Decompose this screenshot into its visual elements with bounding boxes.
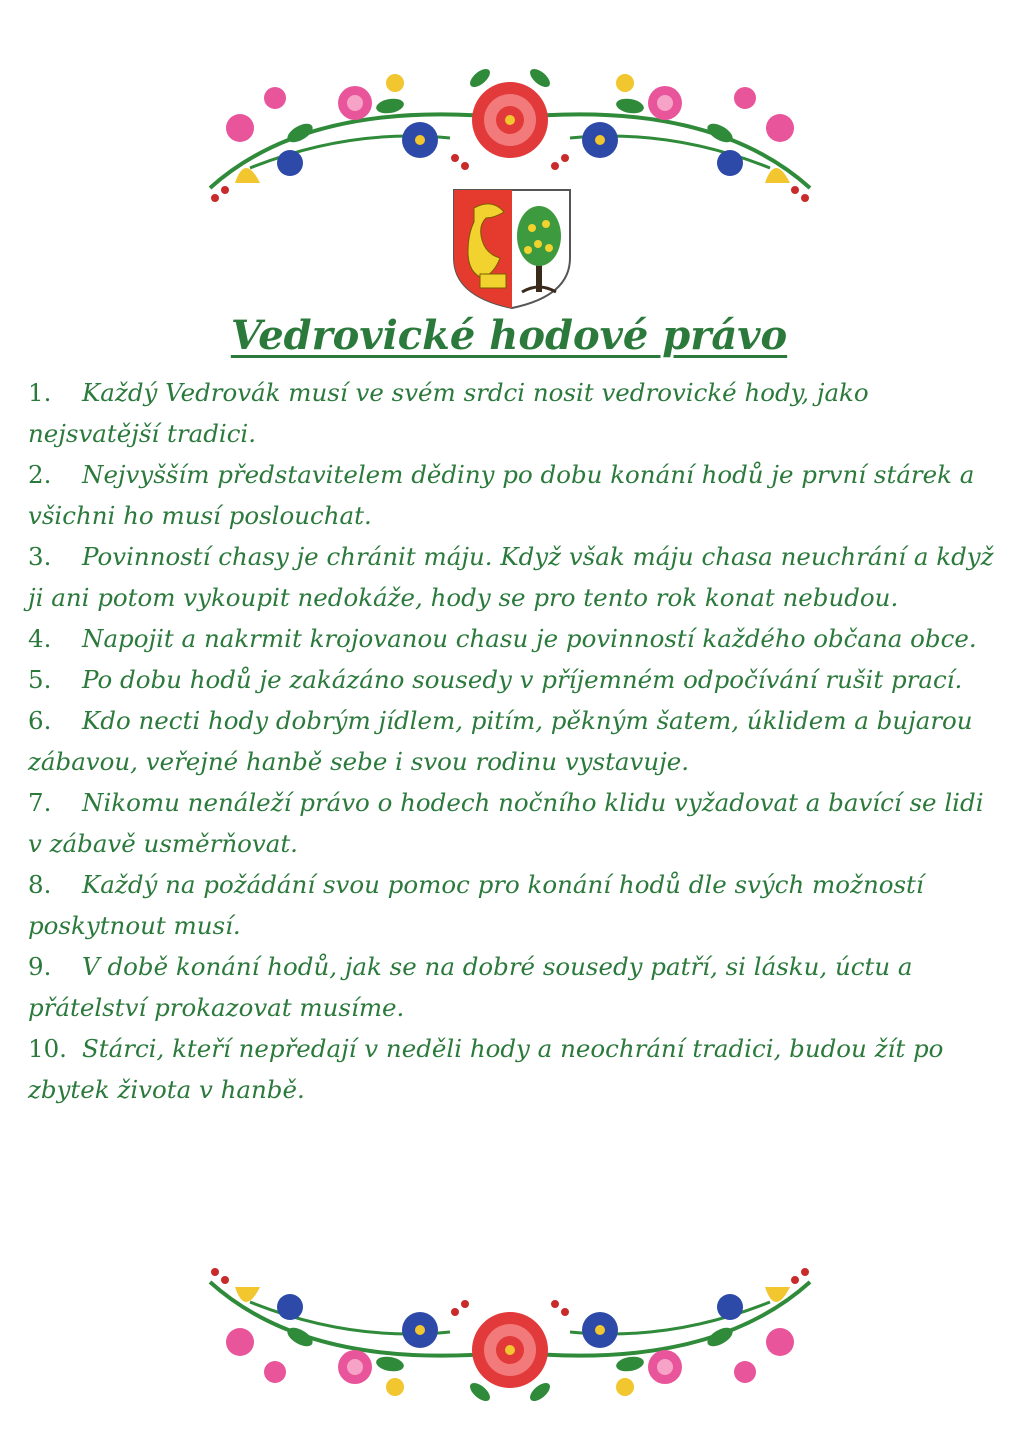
rule-number: 5. xyxy=(28,665,52,694)
rule-item xyxy=(28,659,1003,700)
page-title: Vedrovické hodové právo xyxy=(230,312,788,359)
rule-text: Stárci, kteří nepředají v neděli hody a neochrání tradici, budou žít po zbytek života v hanbě. xyxy=(28,1034,944,1104)
rule-item xyxy=(28,946,1003,1028)
rule-text: V době konání hodů, jak se na dobré sousedy patří, si lásku, úctu a přátelství prokazovat musíme. xyxy=(28,952,913,1022)
rule-item xyxy=(28,372,1003,454)
rule-text: Po dobu hodů je zakázáno sousedy v příjemném odpočívání rušit prací. xyxy=(82,665,963,694)
rule-number: 1. xyxy=(28,378,52,407)
rule-item xyxy=(28,536,1003,618)
rule-number: 7. xyxy=(28,788,52,817)
folk-flower-ornament-bottom xyxy=(190,1262,830,1412)
rules-list xyxy=(28,372,1003,1110)
rule-number: 3. xyxy=(28,542,52,571)
rule-number: 4. xyxy=(28,624,52,653)
rule-item xyxy=(28,782,1003,864)
rule-text: Každý na požádání svou pomoc pro konání hodů dle svých možností poskytnout musí. xyxy=(28,870,924,940)
rule-text: Povinností chasy je chránit máju. Když však máju chasa neuchrání a když ji ani potom vykoupit nedokáže, hody se pro tento rok konat nebudou. xyxy=(28,542,994,612)
folk-flower-ornament-top xyxy=(190,58,830,208)
rule-text: Každý Vedrovák musí ve svém srdci nosit vedrovické hody, jako nejsvatější tradici. xyxy=(28,378,869,448)
vedrovice-coat-of-arms-icon xyxy=(452,188,572,310)
rule-item xyxy=(28,1028,1003,1110)
rule-item xyxy=(28,618,1003,659)
rule-number: 9. xyxy=(28,952,52,981)
rule-text: Nejvyšším představitelem dědiny po dobu konání hodů je první stárek a všichni ho musí poslouchat. xyxy=(28,460,975,530)
rule-number: 6. xyxy=(28,706,52,735)
rule-number: 8. xyxy=(28,870,52,899)
rule-number: 10. xyxy=(28,1034,67,1063)
rule-item xyxy=(28,454,1003,536)
rule-item xyxy=(28,864,1003,946)
rule-text: Napojit a nakrmit krojovanou chasu je povinností každého občana obce. xyxy=(82,624,977,653)
rule-text: Nikomu nenáleží právo o hodech nočního klidu vyžadovat a bavící se lidi v zábavě usměrňovat. xyxy=(28,788,984,858)
rule-number: 2. xyxy=(28,460,52,489)
rule-text: Kdo necti hody dobrým jídlem, pitím, pěkným šatem, úklidem a bujarou zábavou, veřejné hanbě sebe i svou rodinu vystavuje. xyxy=(28,706,973,776)
rule-item xyxy=(28,700,1003,782)
